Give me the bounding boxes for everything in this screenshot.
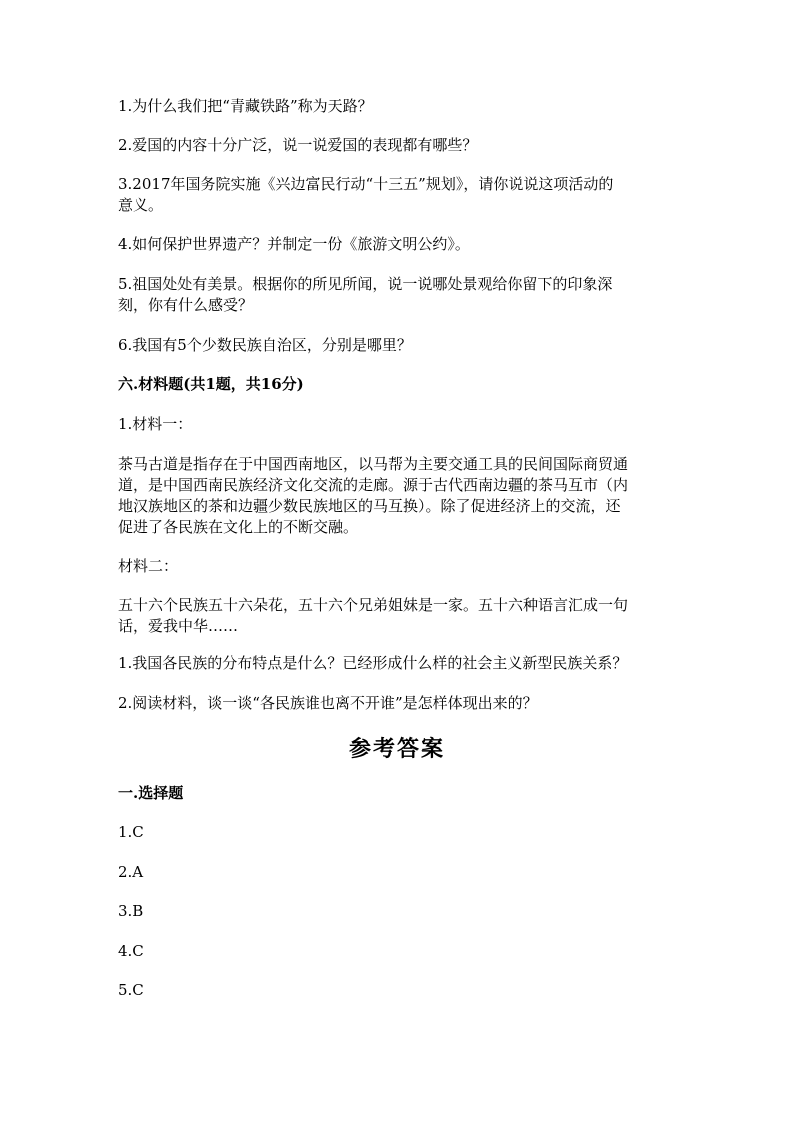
answer-item: 2.A	[118, 863, 144, 881]
material-2-text: 五十六个民族五十六朵花，五十六个兄弟姐妹是一家。五十六种语言汇成一句 话，爱我中华……	[118, 596, 629, 635]
material-sub-question-2: 2.阅读材料，谈一谈“各民族谁也离不开谁”是怎样体现出来的？	[118, 694, 538, 712]
answers-section-heading: 一.选择题	[118, 784, 184, 802]
answer-item: 1.C	[118, 823, 144, 841]
answers-title: 参考答案	[348, 736, 445, 762]
material-item-label: 1.材料一：	[118, 415, 193, 433]
material-1-text: 茶马古道是指存在于中国西南地区，以马帮为主要交通工具的民间国际商贸通 道，是中国西南民族经济文化交流的走廊。源于古代西南边疆的茶马互市（内 地汉族地区的茶和边疆少数民族地区的马互换）。除了促进经济上的交流，还 促进了各民族在文化上的不断交融。	[118, 455, 629, 536]
question-3: 3.2017年国务院实施《兴边富民行动“十三五”规划》，请你说说这项活动的 意义。	[118, 175, 614, 214]
question-4: 4.如何保护世界遗产？并制定一份《旅游文明公约》。	[118, 235, 470, 253]
question-1: 1.为什么我们把“青藏铁路”称为天路？	[118, 97, 373, 115]
material-sub-question-1: 1.我国各民族的分布特点是什么？已经形成什么样的社会主义新型民族关系？	[118, 654, 628, 672]
question-6: 6.我国有5个少数民族自治区，分别是哪里？	[118, 336, 412, 354]
answer-item: 5.C	[118, 981, 144, 999]
answer-item: 3.B	[118, 902, 144, 920]
question-2: 2.爱国的内容十分广泛，说一说爱国的表现都有哪些？	[118, 136, 478, 154]
answer-item: 4.C	[118, 942, 144, 960]
question-5: 5.祖国处处有美景。根据你的所见所闻，说一说哪处景观给你留下的印象深 刻，你有什么感受？	[118, 275, 613, 314]
section-heading-materials: 六.材料题(共1题，共16分)	[118, 375, 304, 393]
material-2-label: 材料二：	[118, 557, 179, 575]
